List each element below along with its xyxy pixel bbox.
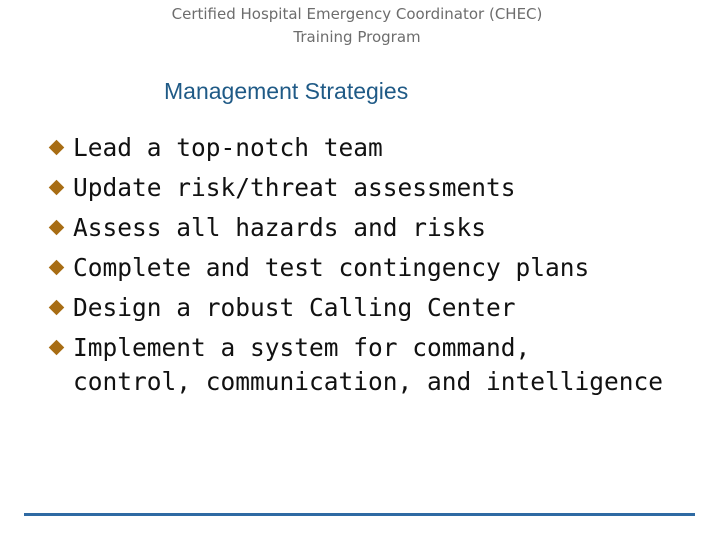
header-program-name: Certified Hospital Emergency Coordinator (CHEC)	[171, 5, 543, 23]
bullet-text: Design a robust Calling Center	[73, 293, 516, 322]
footer-rule	[24, 513, 695, 516]
bullet-text: Assess all hazards and risks	[73, 213, 487, 242]
bullet-text-continuation: control, communication, and intelligence	[73, 367, 664, 396]
diamond-bullet-icon	[49, 220, 65, 236]
bullet-text: Lead a top-notch team	[73, 133, 383, 162]
diamond-bullet-icon	[49, 260, 65, 276]
bullet-text: Implement a system for command,	[73, 333, 531, 362]
diamond-bullet-icon	[49, 180, 65, 196]
diamond-bullet-icon	[49, 300, 65, 316]
slide-title: Management Strategies	[164, 78, 409, 104]
bullet-text: Complete and test contingency plans	[73, 253, 590, 282]
diamond-bullet-icon	[49, 340, 65, 356]
bullet-text: Update risk/threat assessments	[73, 173, 516, 202]
header-program-type: Training Program	[293, 28, 421, 46]
diamond-bullet-icon	[49, 140, 65, 156]
